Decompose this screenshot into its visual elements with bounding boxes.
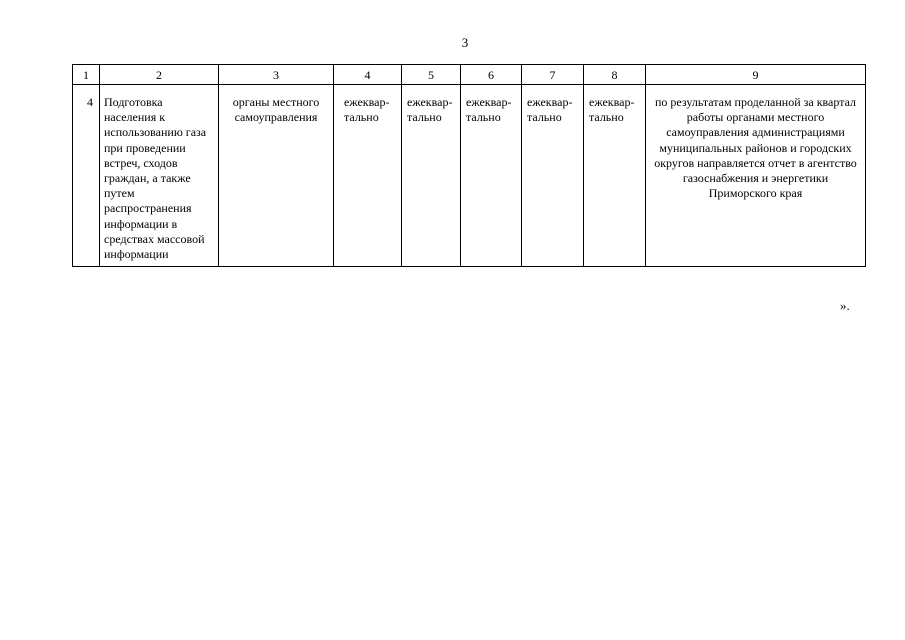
report-cell: по результатам проделанной за квартал работы органами местного самоуправления администрациями муниципальных районов и городских округов направляется отчет в агентство газоснабжения и энергетики Приморского края <box>646 85 866 267</box>
activity-cell: Подготовка населения к использованию газа при проведении встреч, сходов граждан, а также путем распространения информации в средствах массовой информации <box>100 85 219 267</box>
frequency-cell: ежеквар-тально <box>522 85 584 267</box>
header-cell: 9 <box>646 65 866 85</box>
row-number-cell: 4 <box>73 85 100 267</box>
frequency-cell: ежеквар-тально <box>334 85 402 267</box>
header-cell: 5 <box>402 65 461 85</box>
header-cell: 6 <box>461 65 522 85</box>
header-cell: 4 <box>334 65 402 85</box>
plan-table <box>72 64 866 267</box>
frequency-cell: ежеквар-тально <box>402 85 461 267</box>
table-header-row <box>73 65 866 85</box>
page-number: 3 <box>461 35 469 50</box>
frequency-cell: ежеквар-тально <box>584 85 646 267</box>
header-cell: 1 <box>73 65 100 85</box>
header-cell: 2 <box>100 65 219 85</box>
header-cell: 7 <box>522 65 584 85</box>
header-cell: 8 <box>584 65 646 85</box>
table-row <box>73 85 866 267</box>
closing-quote-mark: ». <box>840 298 850 313</box>
frequency-cell: ежеквар-тально <box>461 85 522 267</box>
header-cell: 3 <box>219 65 334 85</box>
responsible-cell: органы местного самоуправления <box>219 85 334 267</box>
